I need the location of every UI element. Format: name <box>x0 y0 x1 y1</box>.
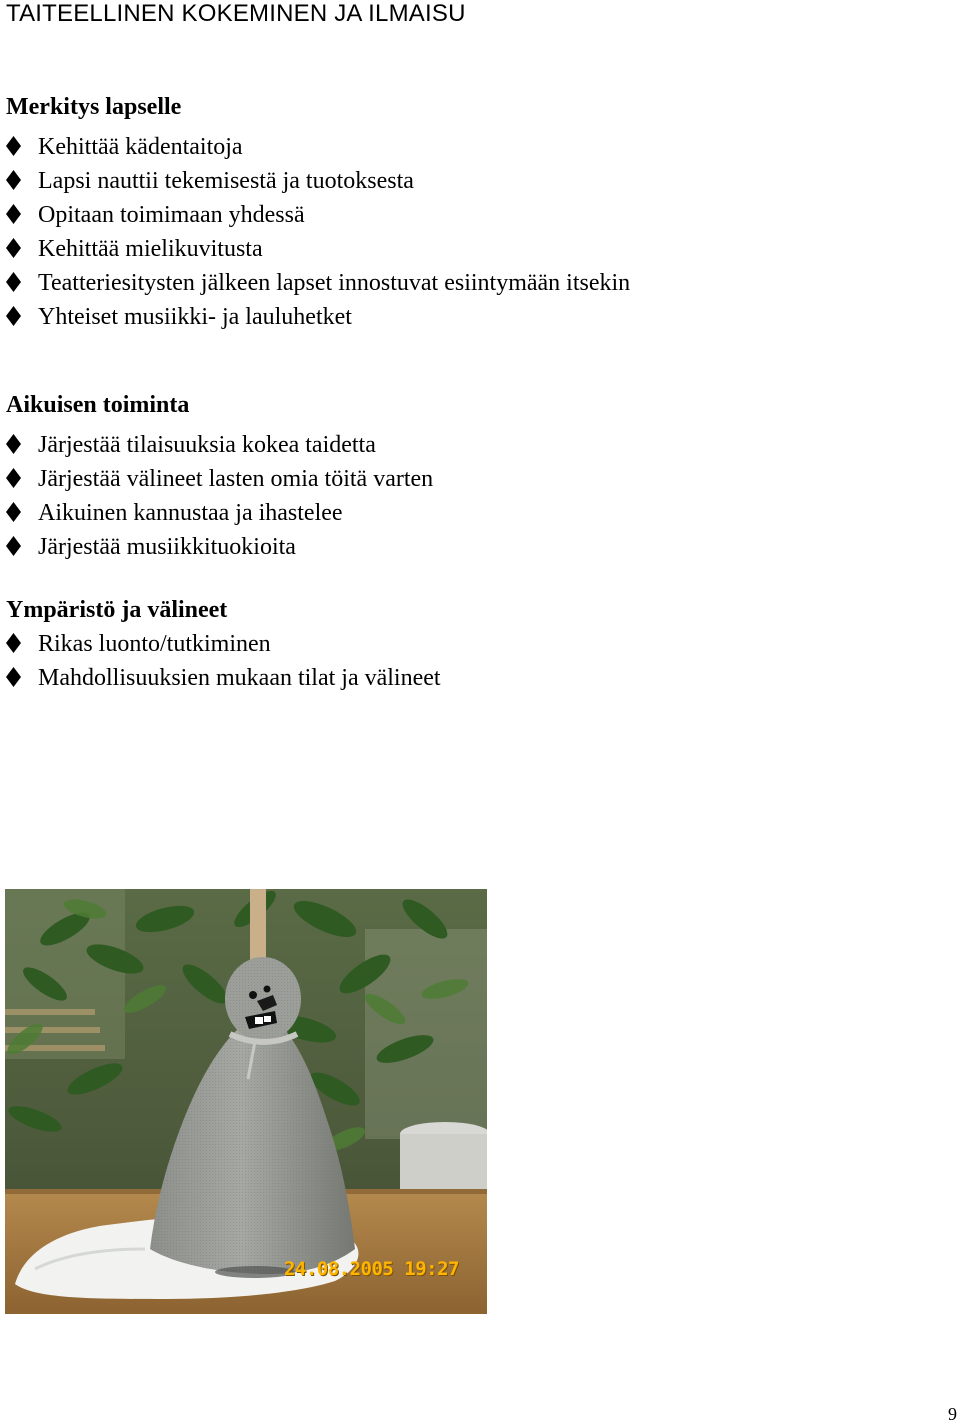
list-item <box>0 164 630 198</box>
diamond-bullet-icon <box>6 204 21 224</box>
list-item <box>0 627 441 661</box>
diamond-bullet-icon <box>6 434 21 454</box>
diamond-bullet-icon <box>6 633 21 653</box>
bullet-list-aikuisen-toiminta <box>0 428 433 564</box>
list-item <box>0 130 630 164</box>
list-item-text: Kehittää kädentaitoja <box>38 134 243 160</box>
list-item-text: Opitaan toimimaan yhdessä <box>38 202 305 228</box>
list-item <box>0 232 630 266</box>
list-item-text: Lapsi nauttii tekemisestä ja tuotoksesta <box>38 168 414 194</box>
ghost-puppet-photo <box>5 889 487 1314</box>
list-item-text: Aikuinen kannustaa ja ihastelee <box>38 500 343 526</box>
list-item-text: Kehittää mielikuvitusta <box>38 236 263 262</box>
bullet-list-ymparisto <box>0 627 441 695</box>
page-title: TAITEELLINEN KOKEMINEN JA ILMAISU <box>6 0 466 27</box>
list-item-text: Järjestää välineet lasten omia töitä varten <box>38 466 434 492</box>
diamond-bullet-icon <box>6 170 21 190</box>
page-number: 9 <box>948 1404 957 1424</box>
diamond-bullet-icon <box>6 536 21 556</box>
list-item <box>0 530 433 564</box>
list-item <box>0 428 433 462</box>
photo-timestamp: 24.08.2005 19:27 <box>283 1258 459 1280</box>
list-item <box>0 266 630 300</box>
diamond-bullet-icon <box>6 306 21 326</box>
diamond-bullet-icon <box>6 136 21 156</box>
list-item-text: Mahdollisuuksien mukaan tilat ja välineet <box>38 665 441 691</box>
list-item <box>0 496 433 530</box>
list-item-text: Järjestää musiikkituokioita <box>38 534 296 560</box>
diamond-bullet-icon <box>6 272 21 292</box>
bullet-list-merkitys <box>0 130 630 334</box>
section-heading-aikuisen-toiminta: Aikuisen toiminta <box>6 392 190 418</box>
list-item <box>0 661 441 695</box>
diamond-bullet-icon <box>6 667 21 687</box>
list-item-text: Yhteiset musiikki- ja lauluhetket <box>38 304 352 330</box>
list-item-text: Järjestää tilaisuuksia kokea taidetta <box>38 432 376 458</box>
list-item-text: Rikas luonto/tutkiminen <box>38 631 271 657</box>
diamond-bullet-icon <box>6 502 21 522</box>
list-item-text: Teatteriesitysten jälkeen lapset innostuvat esiintymään itsekin <box>38 270 631 296</box>
list-item <box>0 462 433 496</box>
photo-illustration <box>5 889 487 1314</box>
list-item <box>0 198 630 232</box>
diamond-bullet-icon <box>6 238 21 258</box>
diamond-bullet-icon <box>6 468 21 488</box>
section-heading-ymparisto: Ympäristö ja välineet <box>6 597 228 623</box>
list-item <box>0 300 630 334</box>
section-heading-merkitys: Merkitys lapselle <box>6 94 182 120</box>
